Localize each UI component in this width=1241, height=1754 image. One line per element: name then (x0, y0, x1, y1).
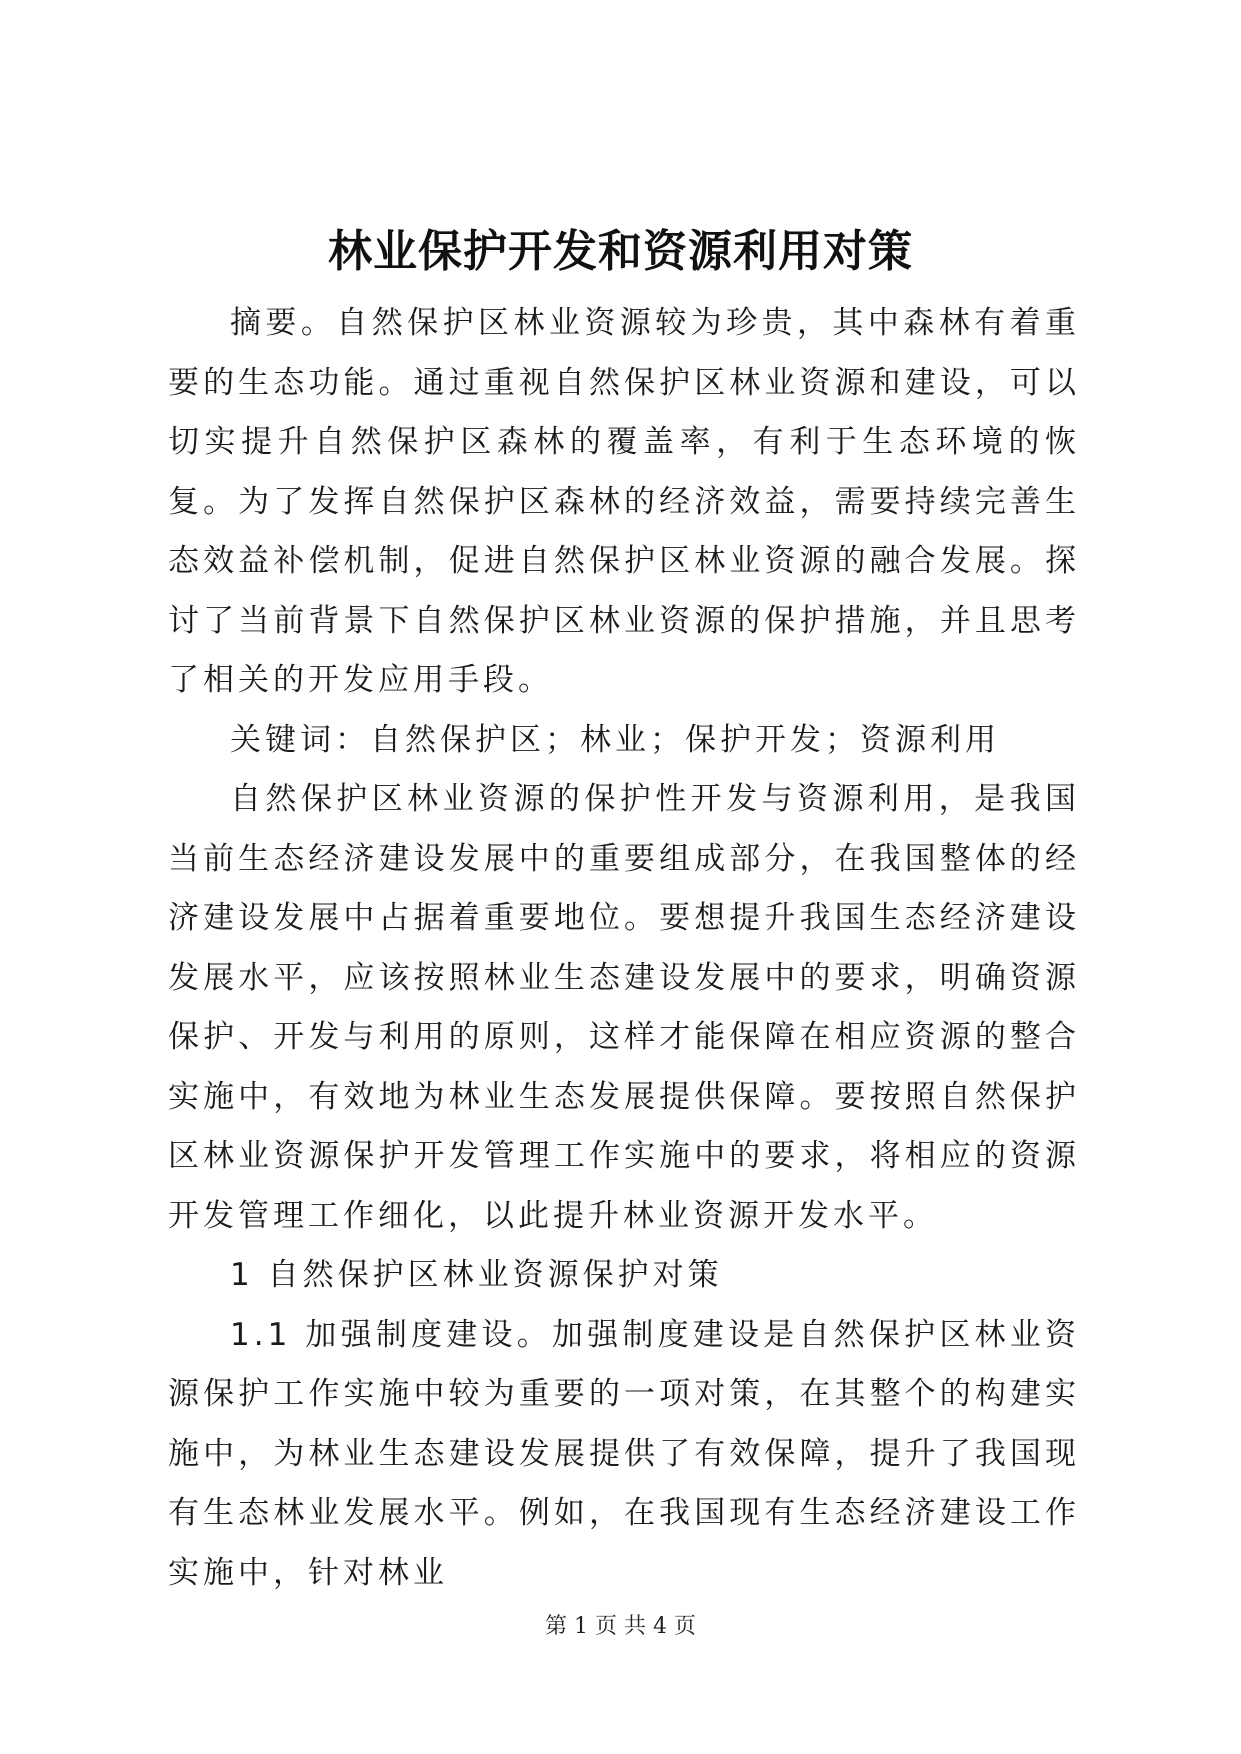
document-title: 林业保护开发和资源利用对策 (328, 226, 913, 277)
section-heading: 1 自然保护区林业资源保护对策 (230, 1257, 723, 1293)
keywords-paragraph: 关键词：自然保护区；林业；保护开发；资源利用 (230, 721, 1000, 758)
abstract-paragraph: 摘要。自然保护区林业资源较为珍贵，其中森林有着重要的生态功能。通过重视自然保护区林业资源和建设，可以切实提升自然保护区森林的覆盖率，有利于生态环境的恢复。为了发挥自然保护区森林的经济效益，需要持续完善生态效益补偿机制，促进自然保护区林业资源的融合发展。探讨了当前背景下自然保护区林业资源的保护措施，并且思考了相关的开发应用手段。 (168, 305, 1080, 698)
subsection-paragraph: 1.1 加强制度建设。加强制度建设是自然保护区林业资源保护工作实施中较为重要的一项对策，在其整个的构建实施中，为林业生态建设发展提供了有效保障，提升了我国现有生态林业发展水平。例如，在我国现有生态经济建设工作实施中，针对林业 (168, 1316, 1080, 1591)
page-number-footer: 第 1 页 共 4 页 (545, 1614, 696, 1639)
document-body (168, 294, 1080, 1603)
intro-paragraph: 自然保护区林业资源的保护性开发与资源利用，是我国当前生态经济建设发展中的重要组成部分，在我国整体的经济建设发展中占据着重要地位。要想提升我国生态经济建设发展水平，应该按照林业生态建设发展中的要求，明确资源保护、开发与利用的原则，这样才能保障在相应资源的整合实施中，有效地为林业生态发展提供保障。要按照自然保护区林业资源保护开发管理工作实施中的要求，将相应的资源开发管理工作细化，以此提升林业资源开发水平。 (168, 781, 1080, 1234)
